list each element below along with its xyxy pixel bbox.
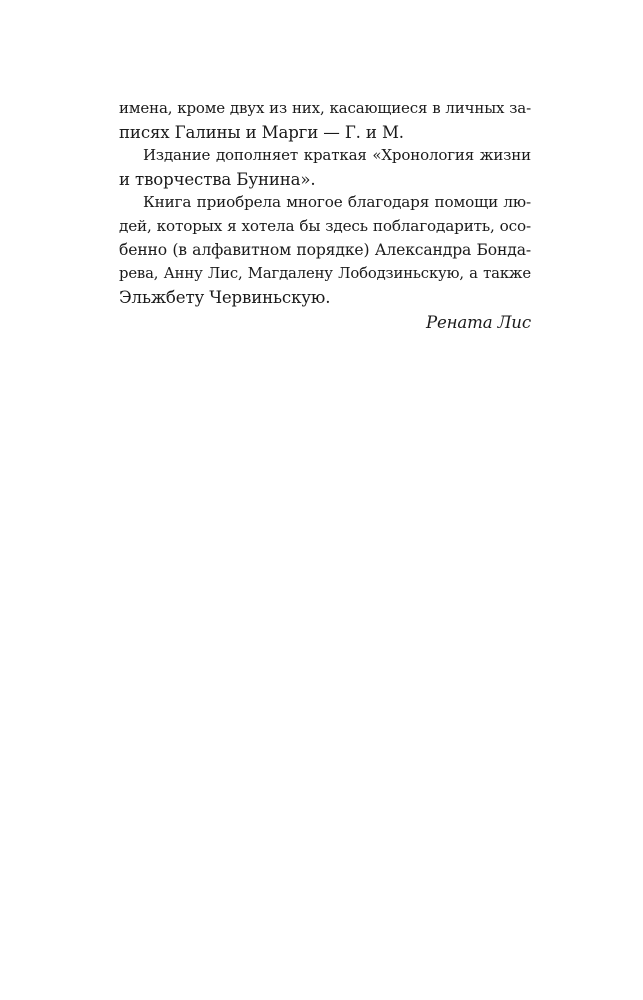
- paragraph: [119, 144, 531, 191]
- text-line: рева, Анну Лис, Магдалену Лободзиньскую, а также: [119, 265, 531, 283]
- paragraph: [119, 191, 531, 309]
- text-line: имена, кроме двух из них, касающиеся в личных за-: [119, 99, 531, 117]
- text-line: Книга приобрела многое благодаря помощи лю-: [143, 193, 531, 212]
- author-signature: Рената Лис: [425, 313, 531, 333]
- text-line: и творчества Бунина».: [119, 169, 316, 189]
- text-line: дей, которых я хотела бы здесь поблагодарить, осо-: [119, 216, 531, 235]
- text-line: Эльжбету Червиньскую.: [119, 287, 331, 307]
- text-line: бенно (в алфавитном порядке) Александра Бонда-: [119, 240, 531, 259]
- text-line: Издание дополняет краткая «Хронология жизни: [143, 146, 531, 165]
- text-line: писях Галины и Марги — Г. и М.: [119, 122, 404, 142]
- page-text: [119, 97, 531, 335]
- paragraph: [119, 97, 531, 144]
